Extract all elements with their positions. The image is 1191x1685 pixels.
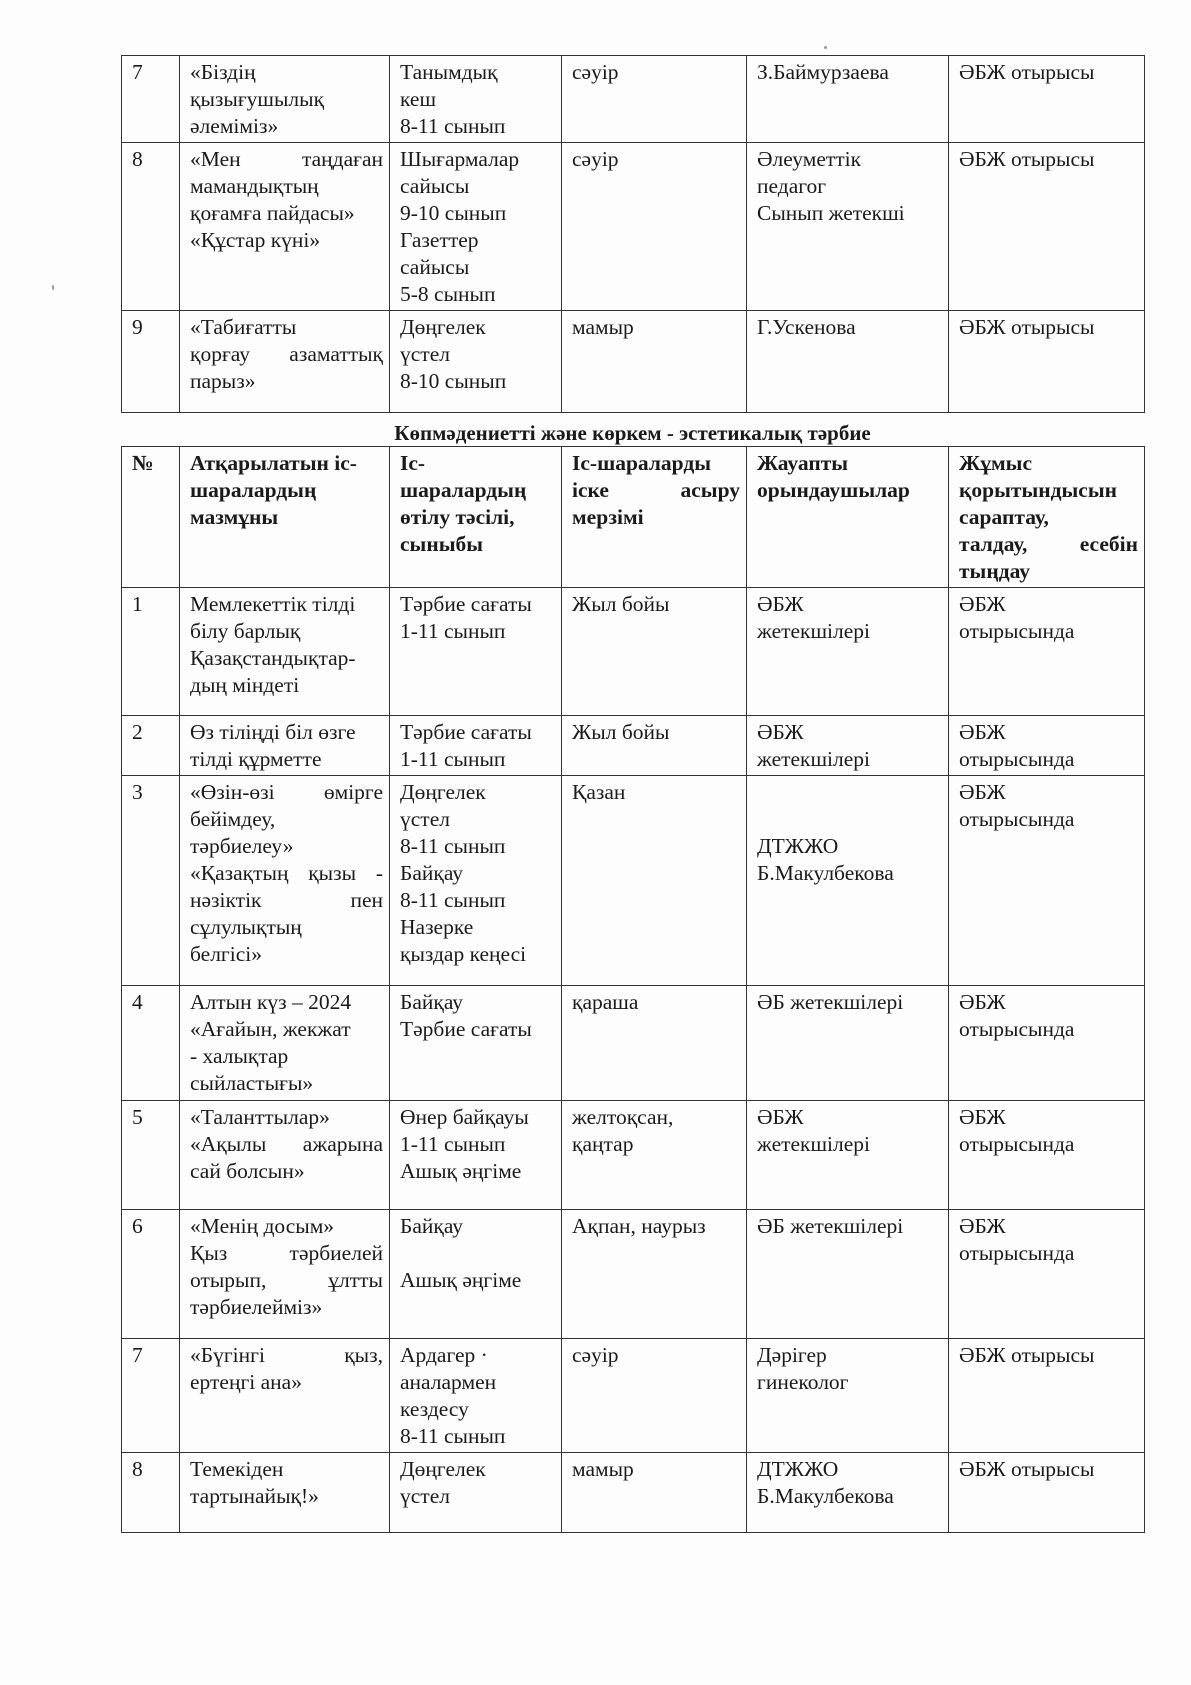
cell-method	[390, 588, 562, 716]
cell-report	[949, 143, 1145, 311]
cell-line: 9	[132, 315, 143, 339]
cell-method	[390, 716, 562, 776]
cell-line: Жұмыс	[959, 451, 1032, 475]
cell-line: тыңдау	[959, 559, 1031, 583]
cell-line: орындаушылар	[757, 478, 910, 502]
scan-speck	[52, 285, 54, 290]
cell-date	[562, 311, 747, 413]
cell-content	[180, 1339, 390, 1453]
cell-num	[122, 716, 180, 776]
cell-line: 1-11 сынып	[400, 747, 506, 771]
cell-line: Шығармалар	[400, 147, 520, 171]
cell-line: сай болсын»	[190, 1159, 305, 1183]
cell-line: Тәрбие сағаты	[400, 720, 532, 744]
cell-num	[122, 1101, 180, 1210]
cell-line: №	[132, 451, 154, 475]
cell-line: қорытындысын	[959, 478, 1117, 502]
header-content	[180, 447, 390, 588]
cell-line	[757, 806, 942, 833]
cell-date	[562, 986, 747, 1101]
cell-line: кеш	[400, 87, 437, 111]
cell-line: ӘБЖ	[757, 1105, 804, 1129]
cell-line: сараптау,	[959, 505, 1049, 529]
cell-content	[180, 143, 390, 311]
table-header-row	[122, 447, 1145, 588]
cell-method	[390, 143, 562, 311]
cell-date	[562, 1210, 747, 1339]
cell-line: сұлулықтың	[190, 915, 302, 939]
cell-line: үстел	[400, 342, 450, 366]
cell-line: кездесу	[400, 1397, 469, 1421]
cell-content	[180, 1101, 390, 1210]
cell-content	[180, 776, 390, 986]
header-report	[949, 447, 1145, 588]
cell-line: 8-11 сынып	[400, 834, 506, 858]
cell-line: жетекшілері	[757, 619, 871, 643]
cell-line: 8	[132, 147, 143, 171]
cell-num	[122, 1210, 180, 1339]
cell-line: іске асыру	[572, 478, 740, 502]
cell-report	[949, 776, 1145, 986]
cell-responsible	[747, 1339, 949, 1453]
cell-line: 2	[132, 720, 143, 744]
cell-line: Іс-	[400, 451, 426, 475]
cell-line: 5	[132, 1105, 143, 1129]
cell-line: ДТЖЖО	[757, 834, 839, 858]
cell-responsible	[747, 56, 949, 143]
cell-line: «Өзін-өзі өмірге	[190, 780, 383, 804]
cell-line: ӘБЖ	[959, 592, 1006, 616]
cell-line: сәуір	[572, 147, 619, 171]
header-responsible	[747, 447, 949, 588]
cell-line: мазмұны	[190, 505, 279, 529]
cell-line: отырысында	[959, 1017, 1075, 1041]
cell-line: ӘБЖ	[757, 592, 804, 616]
cell-line: талдау, есебін	[959, 532, 1138, 556]
cell-line: Қазақстандықтар-	[190, 646, 356, 670]
cell-date	[562, 1101, 747, 1210]
cell-line: ДТЖЖО	[757, 1457, 839, 1481]
cell-line: Ардагер ·	[400, 1343, 488, 1367]
multicultural-aesthetic-table	[121, 446, 1145, 1533]
table-row	[122, 986, 1145, 1101]
cell-line: Ашық әңгіме	[400, 1268, 522, 1292]
cell-line: гинеколог	[757, 1370, 849, 1394]
cell-line: қараша	[572, 990, 639, 1014]
cell-date	[562, 56, 747, 143]
cell-report	[949, 1339, 1145, 1453]
cell-line: ӘБЖ	[959, 1214, 1006, 1238]
header-method	[390, 447, 562, 588]
cell-responsible	[747, 776, 949, 986]
cell-line: 1-11 сынып	[400, 619, 506, 643]
cell-line: сәуір	[572, 1343, 619, 1367]
cell-line: тартынайық!»	[190, 1484, 319, 1508]
cell-line: 6	[132, 1214, 143, 1238]
cell-line: үстел	[400, 807, 450, 831]
cell-num	[122, 1453, 180, 1533]
table-row	[122, 1339, 1145, 1453]
cell-line: Назерке	[400, 915, 474, 939]
cell-date	[562, 143, 747, 311]
cell-line: отырысында	[959, 619, 1075, 643]
cell-line: Жыл бойы	[572, 592, 670, 616]
cell-line: Сынып жетекші	[757, 201, 905, 225]
cell-line: 9-10 сынып	[400, 201, 507, 225]
cell-line: желтоқсан,	[572, 1105, 674, 1129]
cell-line: Өнер байқауы	[400, 1105, 529, 1129]
cell-report	[949, 56, 1145, 143]
cell-line: мамыр	[572, 315, 634, 339]
cell-date	[562, 776, 747, 986]
cell-line: отырысында	[959, 807, 1075, 831]
cell-line: 1	[132, 592, 143, 616]
cell-line: сыныбы	[400, 532, 484, 556]
cell-responsible	[747, 1210, 949, 1339]
cell-line: шаралардың	[190, 478, 317, 502]
cell-responsible	[747, 1453, 949, 1533]
cell-responsible	[747, 986, 949, 1101]
cell-line: қаңтар	[572, 1132, 634, 1156]
cell-line: 7	[132, 1343, 143, 1367]
cell-method	[390, 311, 562, 413]
cell-line: нәзіктік пен	[190, 888, 383, 912]
cell-report	[949, 311, 1145, 413]
cell-num	[122, 1339, 180, 1453]
cell-line: белгісі»	[190, 942, 262, 966]
cell-line: «Құстар күні»	[190, 228, 321, 252]
cell-line: Дөңгелек	[400, 315, 486, 339]
section-title: Көпмәдениетті және көркем - эстетикалық тәрбие	[394, 421, 871, 445]
cell-content	[180, 986, 390, 1101]
cell-line: мамыр	[572, 1457, 634, 1481]
cell-line: Мемлекеттік тілді	[190, 592, 356, 616]
scan-speck	[824, 46, 827, 49]
cell-line: отырысында	[959, 747, 1075, 771]
cell-line: Алтын күз – 2024	[190, 990, 352, 1014]
table-row	[122, 311, 1145, 413]
table-row	[122, 143, 1145, 311]
table-row	[122, 1210, 1145, 1339]
table-row	[122, 776, 1145, 986]
cell-line: «Табиғатты	[190, 315, 297, 339]
cell-line	[757, 779, 942, 806]
header-date	[562, 447, 747, 588]
cell-line: «Ағайын, жекжат	[190, 1017, 351, 1041]
cell-line: ӘБЖ	[959, 990, 1006, 1014]
cell-line: Байқау	[400, 1214, 464, 1238]
cell-line: мерзімі	[572, 505, 644, 529]
cell-content	[180, 1453, 390, 1533]
header-num	[122, 447, 180, 588]
cell-num	[122, 776, 180, 986]
cell-line: 7	[132, 60, 143, 84]
cell-line: ӘБЖ	[959, 720, 1006, 744]
cell-line: 8-10 сынып	[400, 369, 507, 393]
cell-responsible	[747, 588, 949, 716]
cell-report	[949, 1210, 1145, 1339]
cell-line: ӘБ жетекшілері	[757, 990, 904, 1014]
cell-line: ертеңгі ана»	[190, 1370, 302, 1394]
cell-responsible	[747, 716, 949, 776]
cell-line: ӘБ жетекшілері	[757, 1214, 904, 1238]
cell-line: Жауапты	[757, 451, 849, 475]
table-row	[122, 588, 1145, 716]
cell-num	[122, 56, 180, 143]
cell-line: отырып, ұлтты	[190, 1268, 383, 1292]
cell-line: Дөңгелек	[400, 780, 486, 804]
cell-content	[180, 1210, 390, 1339]
cell-line: дың міндеті	[190, 673, 300, 697]
cell-line: қызығушылық	[190, 87, 325, 111]
cell-line: үстел	[400, 1484, 450, 1508]
cell-report	[949, 1453, 1145, 1533]
cell-line: Танымдық	[400, 60, 498, 84]
cell-line: Өз тіліңді біл өзге	[190, 720, 356, 744]
cell-content	[180, 716, 390, 776]
cell-line: 8	[132, 1457, 143, 1481]
table-row	[122, 1453, 1145, 1533]
cell-line: ӘБЖ отырысы	[959, 1457, 1095, 1481]
cell-line: «Таланттылар»	[190, 1105, 330, 1129]
cell-line: З.Баймурзаева	[757, 60, 889, 84]
cell-num	[122, 986, 180, 1101]
cell-content	[180, 588, 390, 716]
cell-line: ӘБЖ отырысы	[959, 60, 1095, 84]
cell-line: «Мен таңдаған	[190, 147, 383, 171]
cell-line: Жыл бойы	[572, 720, 670, 744]
cell-line: қорғау азаматтық	[190, 342, 383, 366]
cell-line: «Қазақтың қызы -	[190, 861, 383, 885]
cell-line: 4	[132, 990, 143, 1014]
cell-line: Газеттер	[400, 228, 479, 252]
cell-method	[390, 986, 562, 1101]
cell-line: аналармен	[400, 1370, 497, 1394]
cell-line: Әлеуметтік	[757, 147, 862, 171]
cell-report	[949, 1101, 1145, 1210]
cell-line: Ақпан, наурыз	[572, 1214, 706, 1238]
table-row	[122, 716, 1145, 776]
cell-method	[390, 1339, 562, 1453]
cell-line: Тәрбие сағаты	[400, 592, 532, 616]
table-row	[122, 1101, 1145, 1210]
cell-line: ӘБЖ отырысы	[959, 147, 1095, 171]
cell-line: бейімдеу,	[190, 807, 276, 831]
cell-num	[122, 311, 180, 413]
cell-line: сәуір	[572, 60, 619, 84]
cell-line: 8-11 сынып	[400, 888, 506, 912]
cell-line: «Ақылы ажарына	[190, 1132, 383, 1156]
cell-method	[390, 776, 562, 986]
cell-line: ӘБЖ отырысы	[959, 1343, 1095, 1367]
cell-report	[949, 986, 1145, 1101]
cell-line: Б.Макулбекова	[757, 861, 894, 885]
cell-content	[180, 311, 390, 413]
cell-line: 8-11 сынып	[400, 1424, 506, 1448]
cell-line: Іс-шараларды	[572, 451, 712, 475]
cell-line: Қыз тәрбиелей	[190, 1241, 383, 1265]
cell-line: Темекіден	[190, 1457, 284, 1481]
cell-num	[122, 588, 180, 716]
cell-line: Байқау	[400, 990, 464, 1014]
cell-line: парыз»	[190, 369, 256, 393]
cell-line: Г.Ускенова	[757, 315, 856, 339]
table-row	[122, 56, 1145, 143]
cell-line: тәрбиелейміз»	[190, 1295, 323, 1319]
cell-line: тілді құрметте	[190, 747, 322, 771]
cell-line: Тәрбие сағаты	[400, 1017, 532, 1041]
cell-line: тәрбиелеу»	[190, 834, 294, 858]
cell-report	[949, 716, 1145, 776]
cell-date	[562, 1453, 747, 1533]
cell-date	[562, 1339, 747, 1453]
cell-line: Байқау	[400, 861, 464, 885]
cell-line: өтілу тәсілі,	[400, 505, 515, 529]
cell-method	[390, 1210, 562, 1339]
cell-line: «Біздің	[190, 60, 256, 84]
cell-date	[562, 716, 747, 776]
cell-line: ӘБЖ отырысы	[959, 315, 1095, 339]
cell-method	[390, 1453, 562, 1533]
events-table-continued	[121, 55, 1145, 413]
cell-line: жетекшілері	[757, 1132, 871, 1156]
cell-line: ӘБЖ	[959, 780, 1006, 804]
cell-line: отырысында	[959, 1241, 1075, 1265]
cell-line: жетекшілері	[757, 747, 871, 771]
cell-line: Атқарылатын іс-	[190, 451, 357, 475]
cell-line: Қазан	[572, 780, 626, 804]
cell-line: ӘБЖ	[959, 1105, 1006, 1129]
cell-responsible	[747, 143, 949, 311]
cell-line: Дәрігер	[757, 1343, 827, 1367]
cell-content	[180, 56, 390, 143]
cell-method	[390, 56, 562, 143]
cell-line: сайысы	[400, 174, 470, 198]
cell-num	[122, 143, 180, 311]
cell-report	[949, 588, 1145, 716]
cell-line: Ашық әңгіме	[400, 1159, 522, 1183]
cell-line: педагог	[757, 174, 827, 198]
cell-line: 1-11 сынып	[400, 1132, 506, 1156]
cell-line: «Менің досым»	[190, 1214, 335, 1238]
cell-method	[390, 1101, 562, 1210]
cell-responsible	[747, 1101, 949, 1210]
cell-date	[562, 588, 747, 716]
cell-line: шаралардың	[400, 478, 527, 502]
cell-line: мамандықтың	[190, 174, 319, 198]
cell-line: Дөңгелек	[400, 1457, 486, 1481]
cell-line	[400, 1240, 555, 1267]
cell-line: - халықтар	[190, 1044, 289, 1068]
cell-line: сыйластығы»	[190, 1071, 314, 1095]
cell-line: «Бүгінгі қыз,	[190, 1343, 383, 1367]
cell-line: қоғамға пайдасы»	[190, 201, 355, 225]
cell-line: Б.Макулбекова	[757, 1484, 894, 1508]
cell-line: отырысында	[959, 1132, 1075, 1156]
cell-line: әлеміміз»	[190, 114, 279, 138]
cell-line: 5-8 сынып	[400, 282, 496, 306]
cell-line: қыздар кеңесі	[400, 942, 527, 966]
cell-line: 3	[132, 780, 143, 804]
cell-line: сайысы	[400, 255, 470, 279]
cell-line: 8-11 сынып	[400, 114, 506, 138]
cell-responsible	[747, 311, 949, 413]
cell-line: ӘБЖ	[757, 720, 804, 744]
cell-line: білу барлық	[190, 619, 301, 643]
